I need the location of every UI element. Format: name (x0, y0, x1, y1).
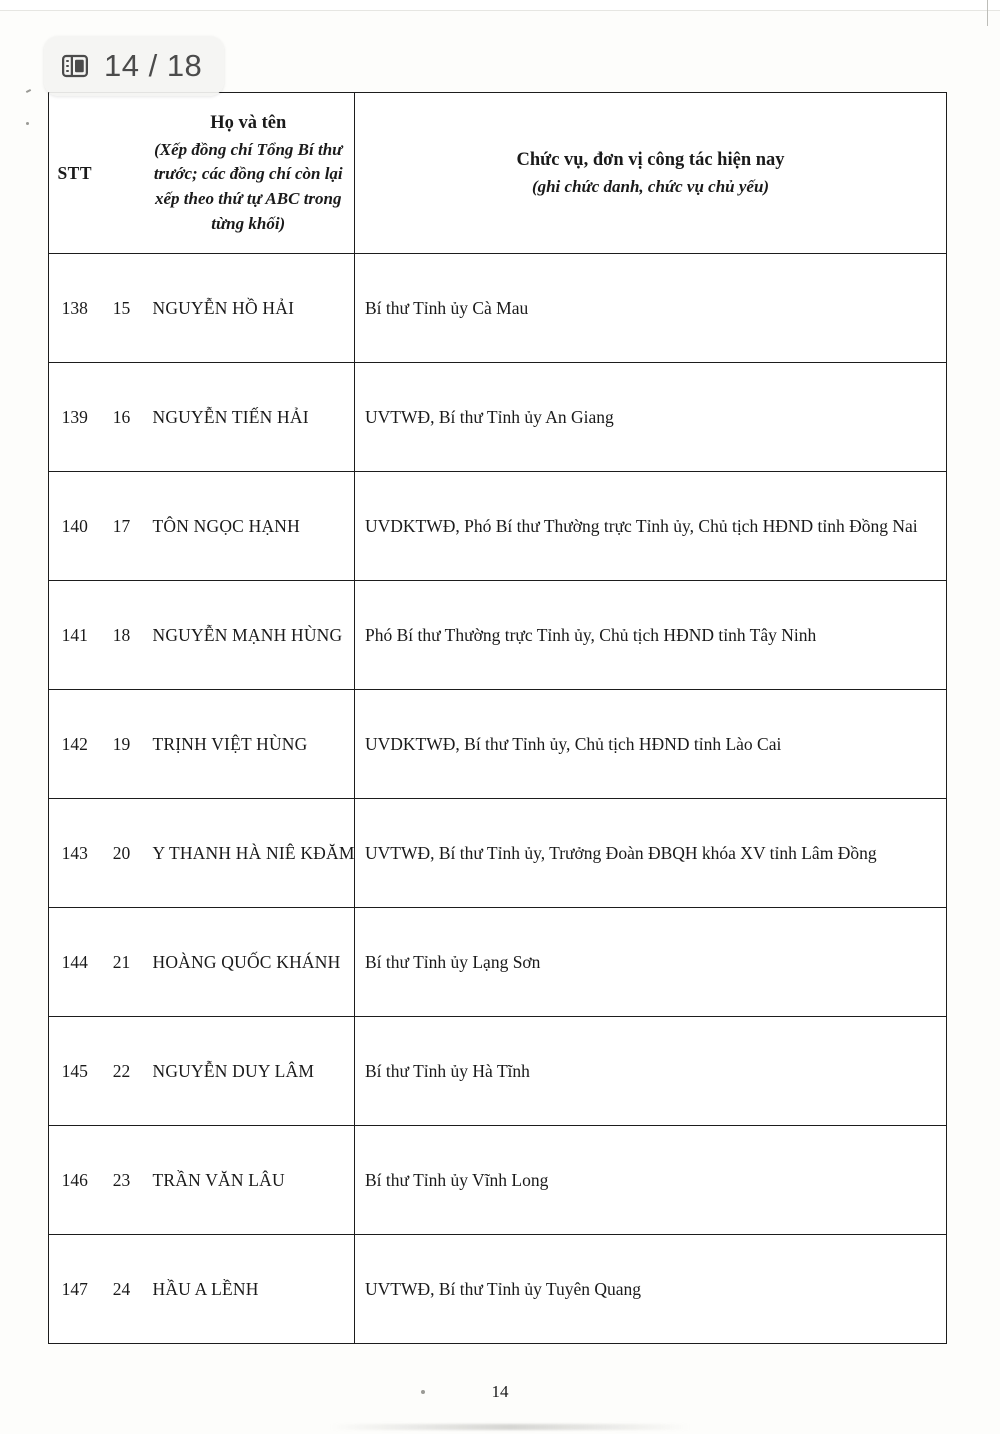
scan-top-edge (0, 0, 1000, 11)
cell-position: Bí thư Tỉnh ủy Lạng Sơn (355, 908, 947, 1017)
table-row (49, 1126, 947, 1235)
table-row (49, 472, 947, 581)
cell-stt: 144 (49, 908, 101, 1017)
table-row (49, 799, 947, 908)
column-header-name-title: Họ và tên (210, 112, 287, 133)
table-row (49, 908, 947, 1017)
cell-index: 20 (101, 799, 143, 908)
column-header-position-title: Chức vụ, đơn vị công tác hiện nay (516, 149, 785, 170)
scan-artifact (330, 1424, 690, 1430)
cell-stt: 142 (49, 690, 101, 799)
table-row (49, 1235, 947, 1344)
column-header-name (143, 93, 355, 254)
cell-position: Bí thư Tỉnh ủy Cà Mau (355, 254, 947, 363)
cell-name: TÔN NGỌC HẠNH (143, 472, 355, 581)
cell-index: 22 (101, 1017, 143, 1126)
cell-stt: 138 (49, 254, 101, 363)
cell-stt: 147 (49, 1235, 101, 1344)
cell-stt: 139 (49, 363, 101, 472)
cell-index: 16 (101, 363, 143, 472)
cell-stt: 143 (49, 799, 101, 908)
cell-name: HẦU A LỀNH (143, 1235, 355, 1344)
cell-position: UVTWĐ, Bí thư Tỉnh ủy Tuyên Quang (355, 1235, 947, 1344)
page-indicator[interactable] (44, 36, 224, 96)
column-header-stt: STT (49, 93, 101, 254)
scan-artifact (26, 122, 29, 125)
column-header-index-spacer (101, 93, 143, 254)
cell-position: UVTWĐ, Bí thư Tỉnh ủy, Trưởng Đoàn ĐBQH khóa XV tỉnh Lâm Đồng (355, 799, 947, 908)
table-row (49, 363, 947, 472)
cell-name: Y THANH HÀ NIÊ KĐĂM (143, 799, 355, 908)
scan-right-mark (987, 0, 988, 26)
cell-name: TRỊNH VIỆT HÙNG (143, 690, 355, 799)
cell-stt: 146 (49, 1126, 101, 1235)
cell-position: Bí thư Tỉnh ủy Vĩnh Long (355, 1126, 947, 1235)
cell-index: 23 (101, 1126, 143, 1235)
column-header-position-subtitle: (ghi chức danh, chức vụ chủ yếu) (531, 176, 770, 196)
cell-position: Bí thư Tỉnh ủy Hà Tĩnh (355, 1017, 947, 1126)
table-row (49, 581, 947, 690)
cell-name: NGUYỄN TIẾN HẢI (143, 363, 355, 472)
column-header-position (355, 93, 947, 254)
cell-name: HOÀNG QUỐC KHÁNH (143, 908, 355, 1017)
cell-index: 18 (101, 581, 143, 690)
cell-name: TRẦN VĂN LÂU (143, 1126, 355, 1235)
cell-name: NGUYỄN HỒ HẢI (143, 254, 355, 363)
personnel-table (48, 92, 947, 1344)
cell-stt: 141 (49, 581, 101, 690)
cell-position: UVTWĐ, Bí thư Tỉnh ủy An Giang (355, 363, 947, 472)
scan-artifact (26, 89, 31, 93)
cell-index: 21 (101, 908, 143, 1017)
cell-index: 17 (101, 472, 143, 581)
table-row (49, 254, 947, 363)
page-footer-number: 14 (491, 1382, 509, 1401)
page-view-icon (60, 51, 90, 81)
cell-position: UVDKTWĐ, Bí thư Tỉnh ủy, Chủ tịch HĐND tỉnh Lào Cai (355, 690, 947, 799)
table-row (49, 690, 947, 799)
cell-position: Phó Bí thư Thường trực Tỉnh ủy, Chủ tịch HĐND tỉnh Tây Ninh (355, 581, 947, 690)
cell-index: 15 (101, 254, 143, 363)
column-header-name-subtitle: (Xếp đồng chí Tổng Bí thư trước; các đồng chí còn lại xếp theo thứ tự ABC trong từng khối) (153, 139, 343, 233)
page-indicator-label: 14 / 18 (104, 48, 203, 83)
cell-index: 24 (101, 1235, 143, 1344)
cell-stt: 145 (49, 1017, 101, 1126)
cell-index: 19 (101, 690, 143, 799)
cell-name: NGUYỄN MẠNH HÙNG (143, 581, 355, 690)
table-row (49, 1017, 947, 1126)
cell-stt: 140 (49, 472, 101, 581)
cell-name: NGUYỄN DUY LÂM (143, 1017, 355, 1126)
table-header-row (49, 93, 947, 254)
cell-position: UVDKTWĐ, Phó Bí thư Thường trực Tỉnh ủy, Chủ tịch HĐND tỉnh Đồng Nai (355, 472, 947, 581)
table-body (49, 254, 947, 1344)
